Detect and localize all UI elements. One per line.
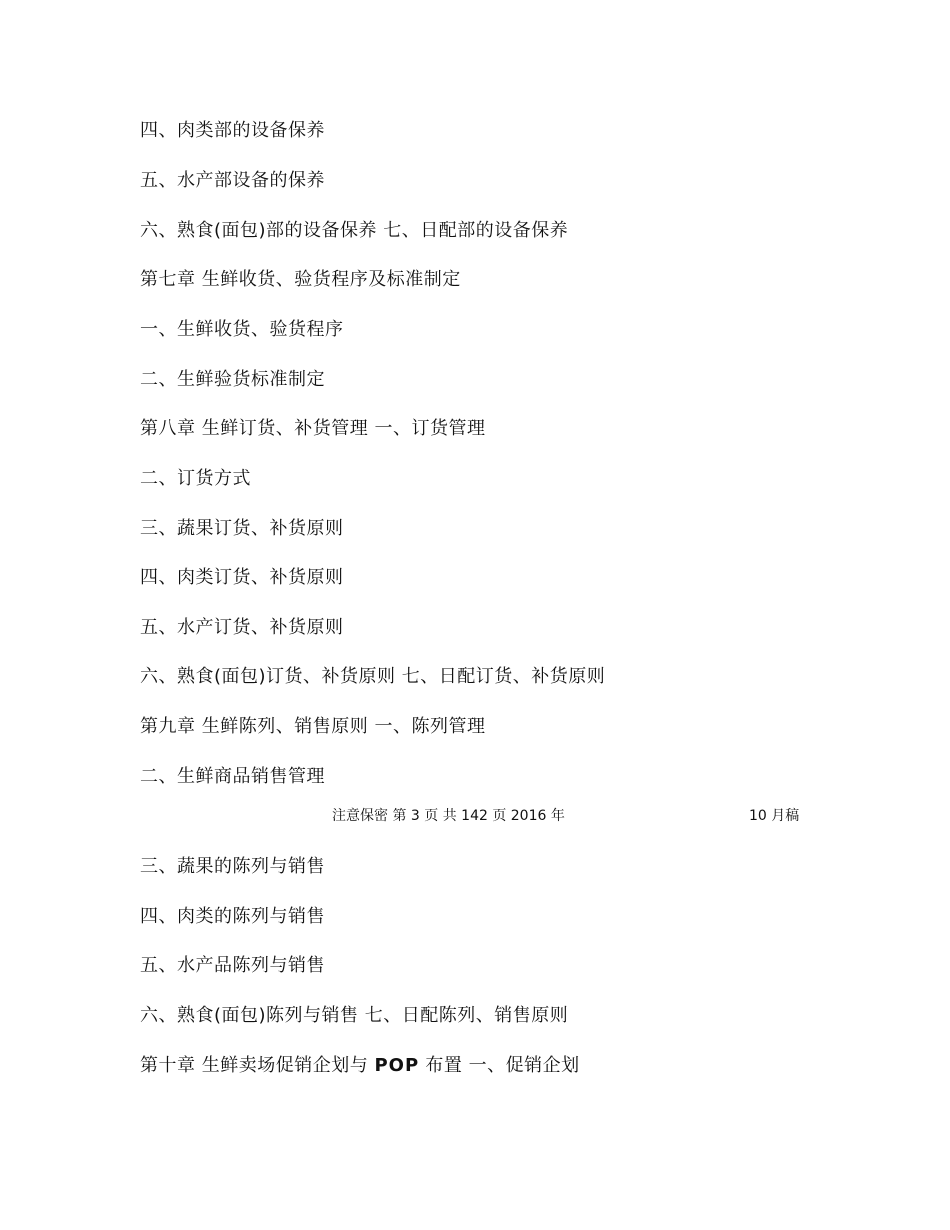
chapter-heading: 第七章 生鲜收货、验货程序及标准制定	[140, 269, 461, 290]
chapter-heading: 第八章 生鲜订货、补货管理 一、订货管理	[140, 418, 486, 439]
toc-line: 四、肉类部的设备保养	[140, 120, 325, 141]
toc-line: 六、熟食(面包)部的设备保养 七、日配部的设备保养	[140, 220, 569, 241]
chapter-heading	[140, 1054, 580, 1078]
footer-page-info: 注意保密 第 3 页 共 142 页 2016 年	[332, 808, 565, 824]
toc-line: 三、蔬果订货、补货原则	[140, 518, 344, 539]
chapter-heading: 第九章 生鲜陈列、销售原则 一、陈列管理	[140, 716, 486, 737]
toc-line: 二、生鲜商品销售管理	[140, 766, 325, 787]
toc-line: 四、肉类订货、补货原则	[140, 567, 344, 588]
toc-line: 二、订货方式	[140, 468, 251, 489]
toc-line: 五、水产部设备的保养	[140, 170, 325, 191]
toc-line: 二、生鲜验货标准制定	[140, 369, 325, 390]
toc-line: 一、生鲜收货、验货程序	[140, 319, 344, 340]
toc-line: 五、水产品陈列与销售	[140, 955, 325, 976]
chapter-heading-prefix: 第十章 生鲜卖场促销企划与	[140, 1055, 375, 1076]
footer-draft-date: 10 月稿	[749, 808, 800, 824]
chapter-heading-suffix: 布置 一、促销企划	[419, 1055, 580, 1076]
toc-line: 五、水产订货、补货原则	[140, 617, 344, 638]
toc-line: 六、熟食(面包)陈列与销售 七、日配陈列、销售原则	[140, 1005, 569, 1026]
toc-line: 三、蔬果的陈列与销售	[140, 856, 325, 877]
page-footer	[0, 806, 950, 826]
chapter-heading-pop: POP	[374, 1055, 420, 1076]
toc-line: 六、熟食(面包)订货、补货原则 七、日配订货、补货原则	[140, 666, 606, 687]
toc-line: 四、肉类的陈列与销售	[140, 906, 325, 927]
